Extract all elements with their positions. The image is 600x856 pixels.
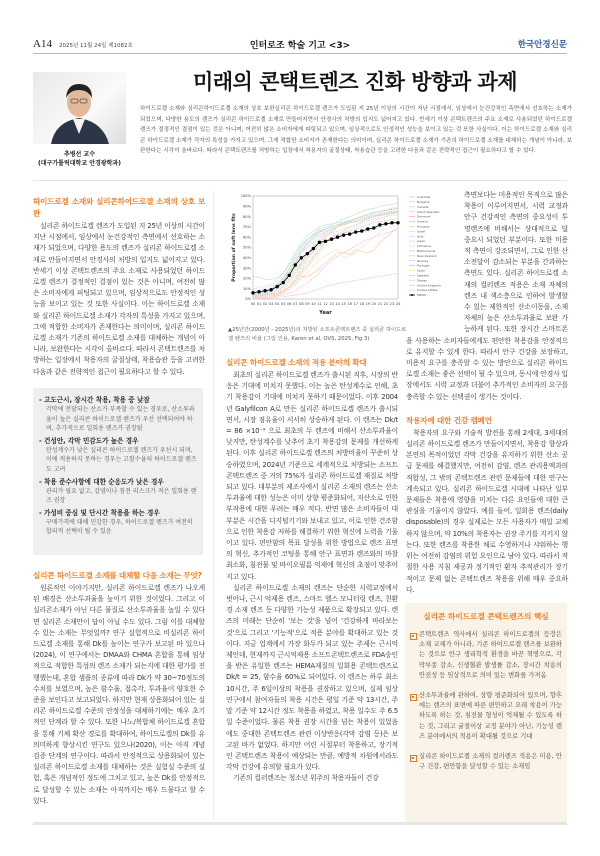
- divider: [33, 180, 567, 181]
- x-tick-label: 07: [293, 302, 298, 306]
- mean-point: [288, 274, 291, 277]
- legend-label: Australia: [417, 195, 431, 200]
- mean-point: [263, 289, 266, 292]
- chart-caption: ▲25년간(2000년 - 2025년)의 처방된 소프트콘택트렌즈 중 실리콘 하이드로겔 렌즈의 비율 (그림 인용, Karen et al, OVS, 2025, Fig 3): [228, 327, 407, 342]
- legend-label: Greece: [417, 219, 428, 224]
- mean-point: [384, 222, 387, 225]
- legend-label: Norway: [417, 258, 429, 263]
- x-tick-label: 23: [389, 302, 395, 306]
- paragraph: 실리콘 하이드로겔 렌즈가 도입된 지 25년 이상의 시간이 지난 시점에서, 임상에서 눈건강적인 측면에서 선호하는 소재가 되었으며, 다양한 용도의 렌즈가 실리콘 하이드로겔 소재로 만들어지면서 안경사의 처방의 입지도 넓어지고 있다. 반세기 이상 콘택트렌즈의 주요 소재로 사용되었던 하이드로겔 렌즈가 결정적인 결점이 있는 것은 아니며, 여전히 많은 소비자에게 피팅되고 있으며, 임상적으로도 안정적인 성능을 보이고 있는 것 또한 사실이다. 이는 하이드로겔 소재와 실리콘 하이드로겔 소재가 각자의 특성을 가지고 있으며, 그에 적합한 소비자가 존재한다는 의미이며, 실리콘 하이드로겔 소재가 기존의 하이드로겔 소재를 대체하는 개념이 아니라, 보완한다는 시각이 올바르다. 따라서 콘택트렌즈를 처방하는 입장에서 착용자의 굴절상태, 착용습관 등을 고려한 다음과 같은 전략적인 접근이 필요하다고 할 수 있다.: [33, 222, 205, 376]
- strategy-item: - 건성안, 각막 민감도가 높은 경우 탄성계수가 낮은 실리콘 하이드로겔 렌즈가 우선시 되며, 이에 적용하지 못하는 경우는 고함수율의 하이드로겔 렌즈도 고려: [39, 436, 197, 473]
- x-tick-label: 18: [359, 302, 365, 306]
- x-tick-label: 10: [311, 302, 316, 306]
- y-tick-label: 50%: [243, 245, 251, 250]
- mean-point: [306, 252, 309, 255]
- x-tick-label: 11: [317, 302, 322, 306]
- legend-label: Japan: [417, 239, 426, 244]
- mean-point: [282, 281, 285, 284]
- mean-point: [348, 232, 351, 235]
- mean-point: [390, 221, 393, 224]
- mean-point: [378, 223, 381, 226]
- legend-label: United States: [417, 288, 438, 293]
- mean-point: [354, 230, 357, 233]
- y-tick-label: 70%: [243, 225, 251, 230]
- legend-label: Italy: [417, 234, 424, 239]
- right-column: [406, 190, 568, 596]
- key-point: 콘택트렌즈 역사에서 실리콘 하이드로겔의 등장은 소재 교체가 아니라, 기존 하이드로겔 렌즈를 보완하는 것으로 안구 생리학적 환경을 바꾼 혁명으로, 각막부종 감소, 신생혈관 발생률 감소, 장시간 착용의 안전성 등 임상적으로 의미 있는 변화를 가져옴: [410, 630, 562, 681]
- mean-point: [275, 285, 278, 288]
- legend-label: Portugal: [417, 263, 430, 268]
- mean-point: [342, 233, 345, 236]
- series-line-denmark: [253, 208, 398, 296]
- x-tick-label: 04: [274, 302, 280, 306]
- column-divider: [213, 190, 214, 820]
- author-byline: [28, 150, 131, 168]
- legend-label: Canada: [417, 204, 429, 209]
- page-number: A14: [33, 38, 52, 50]
- x-tick-label: 02: [262, 302, 268, 306]
- x-tick-label: 21: [377, 302, 383, 306]
- mean-point: [312, 247, 315, 250]
- key-point: 실리콘 하이드로겔 소재의 컬러렌즈 적용은 미용, 안구 건강, 편안함을 달성할 수 있는 소재임: [410, 752, 562, 772]
- strategy-box: [33, 388, 203, 555]
- section-heading: 하이드로겔 소재와 실리콘하이드로겔 소재의 상호 보완: [33, 197, 205, 218]
- y-tick-label: 20%: [243, 276, 251, 281]
- y-axis-label: Proportion of soft lens fits: [232, 213, 237, 282]
- x-tick-label: 08: [299, 302, 304, 306]
- x-tick-label: 15: [341, 302, 346, 306]
- mean-point: [251, 291, 254, 294]
- strategy-item: - 고도근시, 장시간 착용, 착용 중 낮잠 각막에 전달되는 산소가 부족할 수 있는 경우로, 산소투과율이 높은 실리콘 하이드로겔 렌즈가 우선 선택되어야 하며, 추가적으로 일회용 렌즈가 권장됨: [39, 396, 195, 433]
- x-tick-label: 19: [365, 302, 371, 306]
- legend-label: Bulgaria: [417, 200, 430, 204]
- legend-spacer: [406, 190, 464, 330]
- mean-point: [336, 236, 339, 239]
- y-tick-label: 10%: [243, 286, 251, 291]
- series-line-japan: [253, 229, 398, 299]
- x-tick-label: 05: [280, 302, 286, 306]
- mean-point: [360, 229, 363, 232]
- key-points-title: 실리콘 하이드로겔 콘택트렌즈의 핵심: [423, 612, 549, 621]
- y-tick-label: 60%: [243, 235, 251, 240]
- x-axis-label: Year: [319, 310, 332, 316]
- strategy-item: - 착용 준수사항에 대한 순응도가 낮은 경우 관리가 필요 없고, 감염이나 침전 리스크가 적은 일회용 렌즈 권장: [39, 477, 197, 505]
- series-line-bulgaria: [253, 211, 398, 296]
- mean-point: [269, 288, 272, 291]
- mean-point: [300, 256, 303, 259]
- series-line-israel: [253, 211, 398, 296]
- x-tick-label: 24: [395, 302, 401, 306]
- mean-point: [324, 240, 327, 243]
- author-affiliation: (대구가톨릭대학교 안경광학과): [38, 160, 121, 167]
- article-lede: 하이드로겔 소재와 실리콘하이드로겔 소재의 상호 보완실리콘 하이드로겔 렌즈가 도입된 지 25년 이상의 시간이 지난 시점에서, 임상에서 눈건강적인 측면에서 선호하는 소재가 되었으며, 다양한 용도의 렌즈가 실리콘 하이드로겔 소재로 만들어지면서 안경사의 처방의 입지도 넓어지고 있다. 반세기 이상 콘택트렌즈의 주요 소재로 사용되었던 하이드로겔 렌즈가 결정적인 결점이 있는 것은 아니며, 여전히 많은 소비자에게 피팅되고 있으며, 임상적으로도 안정적인 성능을 보이고 있는 것 또한 사실이다. 이는 하이드로겔 소재와 실리콘 하이드로겔 소재가 각자의 특성을 가지고 있으며, 그에 적합한 소비자가 존재한다는 의미이며, 실리콘 하이드로겔 소재가 기존의 하이드로겔 소재를 대체하는 개념이 아니라, 보완한다는 시각이 올바르다. 따라서 콘택트렌즈를 처방하는 입장에서 착용자의 굴절상태, 착용습관 등을 고려한 다음과 같은 전략적인 접근이 필요하다고 할 수 있다.: [140, 106, 572, 155]
- legend-label: Netherlands: [417, 249, 436, 253]
- y-tick-label: 40%: [243, 256, 251, 260]
- legend-label: Czech Republic: [417, 209, 440, 214]
- middle-column: [226, 357, 398, 785]
- paragraph: 최초의 실리콘 하이드로겔 렌즈가 출시된 직후, 시장의 반응은 기대에 미치지 못했다. 이는 높은 탄성계수로 인해, 초기 착용감이 기대에 미치지 못하기 때문이었다. 이후 2004년 Galyfilcon A로 만든 실리콘 하이드로겔 렌즈가 출시되면서, 시장 점유율이 서서히 상승하게 된다. 이 렌즈는 Dk/t = 86 ×10⁻⁹ 으로 최초의 두 렌즈에 비해서 산소투과율이 낮지만, 탄성계수를 낮추어 초기 착용감의 문제를 개선하게 된다. 이후 실리콘 하이드로겔 렌즈의 처방비율이 꾸준히 상승하였으며, 2024년 기준으로 세계적으로 처방되는 소프트콘택트렌즈 중 거의 75%가 실리콘 하이드로겔 재질로 처방되고 있다. 대부분의 제조사에서 실리콘 소재의 렌즈는 산소투과율에 대한 성능은 이미 상향 평준화되어, 저산소로 인한 부작용에 대한 우려는 매우 적다. 반면 많은 소비자들이 대부분은 시간을 디지털기기와 보내고 있고, 이로 인한 건조함으로 인한 착용감 저하를 해결하기 위한 혁신에 노력을 기울이고 있다. 편안함의 목표 달성을 위한 방법으로 렌즈 표면의 혁신, 추가적인 코팅을 통해 안구 표면과 렌즈와의 마찰 최소화, 침전물 및 바이오필름 억제에 혁신의 초점이 맞추어지고 있다.: [226, 371, 398, 581]
- legend-label: Spain: [417, 268, 426, 273]
- author-photo: [33, 72, 126, 144]
- x-tick-label: 22: [383, 302, 389, 306]
- x-tick-label: 01: [256, 302, 262, 306]
- paragraph: 기존의 컬러렌즈는 청소년 위주의 착용자들이 건강: [233, 774, 379, 783]
- mean-point: [366, 227, 369, 230]
- x-tick-label: 09: [305, 302, 310, 306]
- x-tick-label: 00: [250, 302, 256, 306]
- author-name: 추병선 교수: [63, 151, 96, 158]
- x-tick-label: 20: [371, 302, 377, 306]
- series-line-portugal: [253, 219, 398, 297]
- y-tick-label: 0%: [245, 297, 251, 302]
- article-title: 미래의 콘택트렌즈 진화 방향과 과제: [192, 70, 518, 94]
- y-tick-label: 80%: [243, 214, 251, 219]
- y-tick-label: 100%: [240, 194, 251, 199]
- series-line-united-kingdom: [253, 208, 398, 292]
- x-tick-label: 14: [335, 302, 340, 306]
- legend-label: Israel: [417, 229, 426, 234]
- paragraph: 실리콘 하이드로겔 소재의 렌즈는 단순한 시력교정에서 벗어나, 근시 억제용 렌즈, 스마트 헬스 모니터링 렌즈, 친환경 소재 렌즈 등 다양한 기능성 제품으로 확장되고 있다. 렌즈의 미래는 단순히 '보는 것'을 넘어 '건강하게 바라보는 것'으로 그리고 '기능적'으로 적용 분야를 확대하고 있는 것이다. 지금 업계에서 가장 화두가 되고 있는 주제는 근시억제인데, 현재까지 근시억제용 소프트콘택트렌즈로 FDA승인을 받은 유일한 렌즈는 HEMA재질의 일회용 콘택트렌즈로 Dk/t = 25, 함수율 60%로 되어있다. 이 렌즈는 하루 최소 10시간, 주 6일이상의 착용을 권장하고 있으며, 실제 임상연구에서 참여자들의 착용 시간은 평일 기준 약 13시간, 주말 기준 약 12시간 정도 착용을 하였고, 착용 일수도 주 6.5일 수준이었다. 물론 착용 권장 시간을 넘는 착용이 있었음에도 중대한 콘택트렌즈 관련 이상반응(각막 감염 등)은 보고된 바가 없었다. 하지만 어린 시절부터 착용하고, 장기적인 콘택트렌즈 착용이 예상되는 만큼, 예방적 차원에서라도 각막 건강에 유의할 필요가 있다.: [226, 583, 398, 772]
- y-tick-label: 30%: [243, 266, 251, 271]
- issue-date: 2025년 11월 24일 제1082호: [59, 43, 133, 49]
- x-tick-label: 03: [268, 302, 274, 306]
- masthead: [33, 38, 567, 54]
- legend-label: New Zealand: [417, 253, 437, 258]
- newspaper-logo: 한국안경신문: [517, 40, 567, 50]
- x-tick-label: 17: [353, 302, 358, 306]
- legend-label: United Kingdom: [417, 283, 442, 288]
- series-line-canada: [253, 208, 398, 288]
- series-line-norway: [253, 211, 398, 294]
- mean-point: [318, 241, 321, 244]
- legend-label: Denmark: [417, 214, 431, 219]
- legend-label: Taiwan: [417, 278, 428, 283]
- paragraph: 원론적인 이야기지만, 실리콘 하이드로겔 렌즈가 나오게된 배경은 산소투과율을 높이기 위한 것이었다. 그리고 이 실리콘소재가 아닌 다른 물질로 산소투과율을 높일 수 있다면 실리콘 소재만이 답이 아닐 수도 있다. 그럼 이를 대체할 수 있는 소재는 무엇일까? 연구 실험적으로 비실리콘 하이드로겔 소재를 통해 Dk를 높이는 연구가 보고된 바 있으나(2024), 이 연구에서는 DMAA와 CHMA 혼합을 통해 임상적으로 적합한 특성의 렌즈 소재가 되는지에 대한 평가를 진행했는데, 혼합 샘플의 종류에 따라 Dk가 약 30~70정도의 수치를 보였으며, 높은 함수율, 접촉각, 투과율이 양호한 수준을 보인다고 보고되었다. 하지만 현재 상용화되어 있는 실리콘 하이드로겔 수준의 안정성을 대체하기에는 매우 초기적인 단계라 할 수 있다. 또한 나노/복합체 하이드로겔 혼합을 통해 기체 확산 경로를 확대하여, 하이드로겔의 Dk를 유의미하게 향상시킨 연구도 있으나(2020), 이는 아직 개념 검증 단계의 연구이다. 따라서 안정적으로 상용화되어 있는 실리콘 하이드로겔 소재를 대체하는 것은 실험실 수준의 실험, 혹은 개념적인 정도에 그치고 있고, 높은 Dk를 안정적으로 달성할 수 있는 소재는 아직까지는 매우 드물다고 할 수 있다.: [33, 584, 205, 805]
- mean-point: [396, 221, 399, 224]
- bottom-rule: [33, 822, 567, 825]
- legend-label: Hungary: [417, 224, 430, 229]
- mean-point: [330, 238, 333, 241]
- left-column: [33, 196, 205, 378]
- mean-point: [257, 290, 260, 293]
- y-tick-label: 90%: [243, 204, 251, 209]
- legend-label: Sweden: [417, 273, 429, 278]
- section-heading: 실리콘 하이드로겔 소재를 대체할 다음 소재는 무엇?: [33, 571, 202, 580]
- legend-label: MEAN: [417, 293, 426, 298]
- series-line-italy: [253, 223, 398, 296]
- series-line-sweden: [253, 206, 398, 294]
- paragraph: 측면보다는 미용적인 목적으로 많은 착용이 이루어지면서, 시력 교정과 안구 건강적인 측면의 중요성이 투명렌즈에 비해서는 상대적으로 덜 중요시 되었던 부분이다. 또한 미용적 측면이 강조되면서, 그로 인한 산소전달이 감소되는 부분을 간과하는 측면도 있다. 실리콘 하이드로겔 소재의 컬러렌즈 적용은 소재 자체의 렌즈 내 색소층으로 인하여 발생할 수 있는 제한적인 산소이동을, 소재 자체의 높은 산소투과율로 보완 가능하게 된다. 또한 장시간 스마트폰을 사용하는 소비자들에게도 편안한 착용감을 안정적으로 유지할 수 있게 한다. 따라서 안구 건강을 보장하고, 미용적 요구를 충족할 수 있는 방안으로 실리콘 하이드로겔 소재는 좋은 선택이 될 수 있으며, 동시에 안경사 입장에서도 시력 교정과 더불어 추가적인 소비자의 요구를 충족할 수 있는 선택권이 생기는 것이다.: [406, 191, 568, 401]
- mean-point: [372, 226, 375, 229]
- section-title: 인터로조 학술 기고 <3>: [249, 41, 351, 51]
- paragraph: 착용자의 요구와 기술적 발전을 통해 2세대, 3세대의 실리콘 하이드로겔 렌즈가 만들어지면서, 착용감 향상과 본연의 목적이었던 각막 건강을 유지하기 위한 산소 공급 문제를 해결했지만, 여전히 감염, 렌즈 관리용액과의 적합성, 그 밖의 콘택트렌즈 관련 문제들에 대한 연구는 계속되고 있다. 실리콘 하이드로겔 시대에 나타난 일부 문제들은 착용에 영향을 미치는 다른 요인들에 대한 큰 관심을 기울이지 않았다. 예를 들어, 일회용 렌즈(daily disposable)의 경우 실제로는 모든 사용자가 매일 교체하지 않으며, 약 10%의 착용자는 권장 주기를 지키지 않는다. 또한 렌즈를 착용한 채로 수영하거나 샤워하는 행위는 여전히 감염의 위험 요인으로 남아 있다. 따라서 적절한 사용 지침 제공과 정기적인 환자 추적관리가 장기적이고 문제 없는 콘택트렌즈 착용을 위해 매우 중요하다.: [406, 428, 568, 594]
- left-column-lower: [33, 570, 205, 807]
- key-points-box: [405, 603, 567, 825]
- strategy-item: - 가성비 중심 및 단시간 착용을 하는 경우 구매가격에 대해 민감한 경우, 하이드로겔 렌즈가 여전히 합리적 선택이 될 수 있음: [39, 508, 193, 536]
- x-tick-label: 13: [329, 302, 334, 306]
- x-tick-label: 06: [286, 302, 292, 306]
- key-point: 산소투과율에 관하여, 상향 평준화되어 있으며, 향후에는 렌즈의 표면에 따른 편안하고 오래 착용이 가능하도록 하는 것, 침전물 형성이 억제될 수 있도록 하는 것, 그리고 굴절이상 교정 분야가 아닌, 기능성 렌즈 분야에서의 적용이 확대될 것으로 기대: [410, 691, 562, 742]
- x-tick-label: 12: [323, 302, 328, 306]
- series-line-czech-republic: [253, 210, 398, 293]
- legend-label: Lithuania: [417, 244, 431, 249]
- section-heading: 실리콘 하이드로겔 소재의 적용 분야의 확대: [226, 358, 367, 367]
- x-tick-label: 16: [347, 302, 352, 306]
- section-heading: 착용자에 대한 건강 캠페인: [406, 415, 492, 425]
- mean-point: [294, 263, 297, 266]
